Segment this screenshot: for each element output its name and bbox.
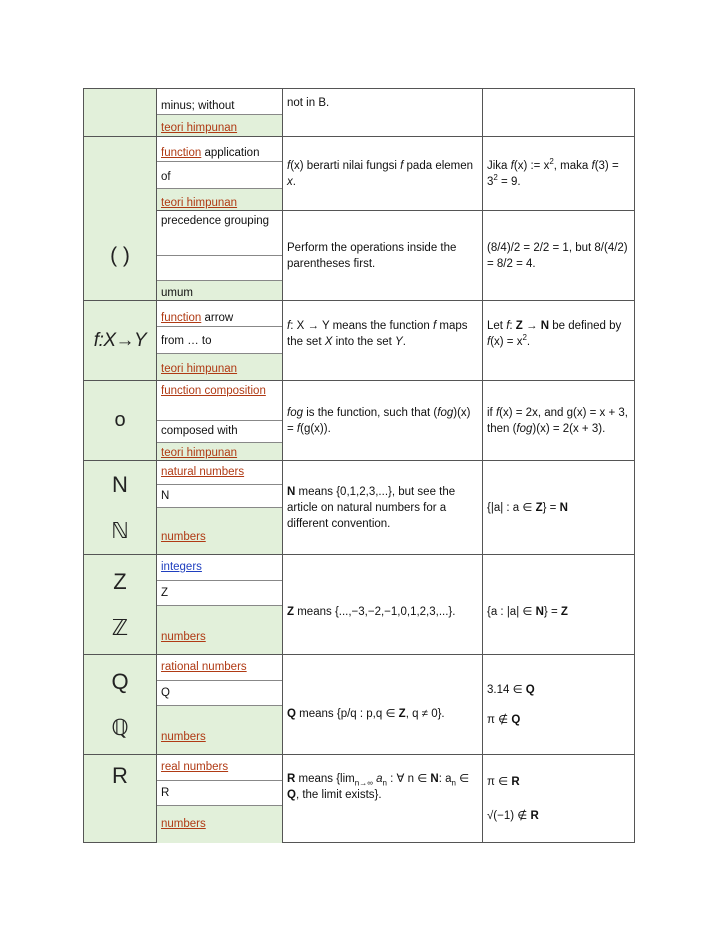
read-subcell — [157, 255, 282, 280]
category-text: umum — [161, 287, 193, 299]
meaning-text: Q means {p/q : p,q ∈ Z, q ≠ 0}. — [287, 707, 445, 720]
natural-numbers-link[interactable]: natural numbers — [161, 466, 245, 478]
name-cell — [157, 211, 283, 300]
composition-symbol: o — [114, 409, 126, 431]
example-cell — [483, 211, 634, 300]
category-subcell — [157, 353, 282, 381]
symbol-name: precedence grouping — [161, 215, 270, 227]
real-numbers-link[interactable]: real numbers — [161, 761, 229, 773]
example-cell — [483, 655, 634, 754]
rational-numbers-link[interactable]: rational numbers — [161, 661, 247, 673]
meaning-text: Z means {...,−3,−2,−1,0,1,2,3,...}. — [287, 605, 456, 618]
category-subcell — [157, 188, 282, 211]
name-subcell — [157, 211, 282, 255]
name-cell — [157, 555, 283, 654]
z-symbol: Z — [113, 568, 127, 594]
category-subcell — [157, 507, 282, 555]
arrow-symbol: f:X→Y — [93, 329, 147, 351]
meaning-cell — [283, 301, 483, 380]
meaning-cell — [283, 461, 483, 554]
meaning-text: Perform the operations inside the parentheses first. — [287, 241, 457, 270]
symbol-cell — [84, 655, 157, 754]
example-text: Let f: Z → N be defined by $f(x) = x^2$. — [487, 320, 622, 348]
meaning-text: not in B. — [287, 97, 330, 109]
read-subcell: composed with — [157, 420, 282, 442]
category-subcell — [157, 805, 282, 843]
meaning-cell — [283, 211, 483, 300]
name-cell — [157, 89, 283, 136]
row-minus — [84, 89, 634, 136]
symbol-cell — [84, 301, 157, 380]
n-blackboard-symbol: ℕ — [111, 517, 129, 543]
meaning-cell — [283, 137, 483, 210]
category-subcell — [157, 442, 282, 461]
read-subcell: R — [157, 780, 282, 805]
meaning-cell — [283, 655, 483, 754]
read-subcell: N — [157, 484, 282, 507]
symbol-cell — [84, 461, 157, 554]
category-link[interactable]: numbers — [161, 531, 206, 543]
name-cell — [157, 655, 283, 754]
symbol-cell — [84, 555, 157, 654]
name-subcell — [157, 555, 282, 580]
example-text: if f(x) = 2x, and g(x) = x + 3, then (fog)(x) = 2(x + 3). — [487, 406, 628, 435]
row-function-application — [84, 136, 634, 210]
example-text-1: π ∈ R — [487, 775, 520, 788]
category-link[interactable]: teori himpunan — [161, 197, 238, 209]
n-symbol: N — [112, 471, 128, 497]
example-text: (8/4)/2 = 2/2 = 1, but 8/(4/2) = 8/2 = 4. — [487, 241, 628, 270]
meaning-text: N means {0,1,2,3,...}, but see the article on natural numbers for a different convention. — [287, 485, 456, 530]
row-precedence-grouping — [84, 210, 634, 300]
example-cell — [483, 755, 634, 842]
meaning-text: R means {$\lim_{n\to\infty}$ $a_n$ : ∀ n ∈ N: $a_n$ ∈ Q, the limit exists}. — [287, 773, 470, 801]
q-blackboard-symbol: ℚ — [111, 714, 129, 740]
example-text-2: π ∉ Q — [487, 713, 521, 726]
category-subcell — [157, 280, 282, 301]
symbol-cell — [84, 89, 157, 136]
example-cell — [483, 89, 634, 136]
example-cell — [483, 461, 634, 554]
symbol-name: minus; without — [161, 100, 235, 112]
row-rational-numbers — [84, 654, 634, 754]
row-function-arrow — [84, 300, 634, 380]
example-cell — [483, 381, 634, 460]
symbol-cell — [84, 137, 157, 300]
name-cell — [157, 301, 283, 380]
category-link[interactable]: numbers — [161, 731, 206, 743]
read-subcell: Q — [157, 680, 282, 705]
name-subcell — [157, 89, 282, 114]
meaning-cell — [283, 755, 483, 842]
row-real-numbers — [84, 754, 634, 842]
read-subcell: Z — [157, 580, 282, 605]
q-symbol: Q — [111, 668, 129, 694]
example-cell — [483, 555, 634, 654]
category-link[interactable]: teori himpunan — [161, 363, 238, 375]
read-subcell: from … to — [157, 326, 282, 353]
row-integers — [84, 554, 634, 654]
category-link[interactable]: numbers — [161, 818, 206, 830]
row-natural-numbers — [84, 460, 634, 554]
meaning-text: f: X → Y means the function f maps the set X into the set Y. — [287, 320, 468, 348]
function-link[interactable]: function — [161, 312, 202, 324]
r-symbol: R — [112, 763, 128, 788]
row-function-composition — [84, 380, 634, 460]
meaning-cell — [283, 381, 483, 460]
name-subcell — [157, 461, 282, 484]
symbol-cell — [84, 381, 157, 460]
name-subcell — [157, 381, 282, 420]
z-blackboard-symbol: ℤ — [111, 614, 129, 640]
name-cell — [157, 137, 283, 210]
name-subcell: function arrow — [161, 312, 234, 324]
name-subcell: function application — [161, 147, 260, 159]
name-cell — [157, 381, 283, 460]
meaning-cell — [283, 89, 483, 136]
symbol-cell — [84, 755, 157, 842]
category-link[interactable]: teori himpunan — [161, 122, 238, 134]
symbol-table — [83, 88, 635, 843]
category-subcell — [157, 114, 282, 136]
integers-link[interactable]: integers — [161, 561, 202, 573]
example-text: Jika f(x) := $x^2$, maka $f(3) = 3^2 = 9$. — [487, 156, 619, 188]
function-composition-link[interactable]: function composition — [161, 385, 266, 397]
example-text: {a : |a| ∈ N} = Z — [487, 605, 568, 618]
example-cell — [483, 137, 634, 210]
meaning-text: f(x) berarti nilai fungsi f pada elemen x. — [287, 159, 474, 188]
read-subcell: of — [157, 161, 282, 188]
parentheses-symbol: ( ) — [110, 243, 130, 267]
category-subcell — [157, 605, 282, 655]
name-subcell — [157, 755, 282, 780]
name-cell — [157, 755, 283, 842]
meaning-text: fog is the function, such that (fog)(x) = f(g(x)). — [287, 406, 471, 435]
example-cell — [483, 301, 634, 380]
name-subcell — [157, 655, 282, 680]
example-text-1: 3.14 ∈ Q — [487, 683, 535, 696]
name-cell — [157, 461, 283, 554]
meaning-cell — [283, 555, 483, 654]
category-link[interactable]: numbers — [161, 631, 206, 643]
example-text: {|a| : a ∈ Z} = N — [487, 501, 568, 514]
category-link[interactable]: teori himpunan — [161, 447, 238, 459]
example-text-2: √(−1) ∉ R — [487, 809, 539, 822]
category-subcell — [157, 705, 282, 755]
function-link[interactable]: function — [161, 147, 202, 159]
